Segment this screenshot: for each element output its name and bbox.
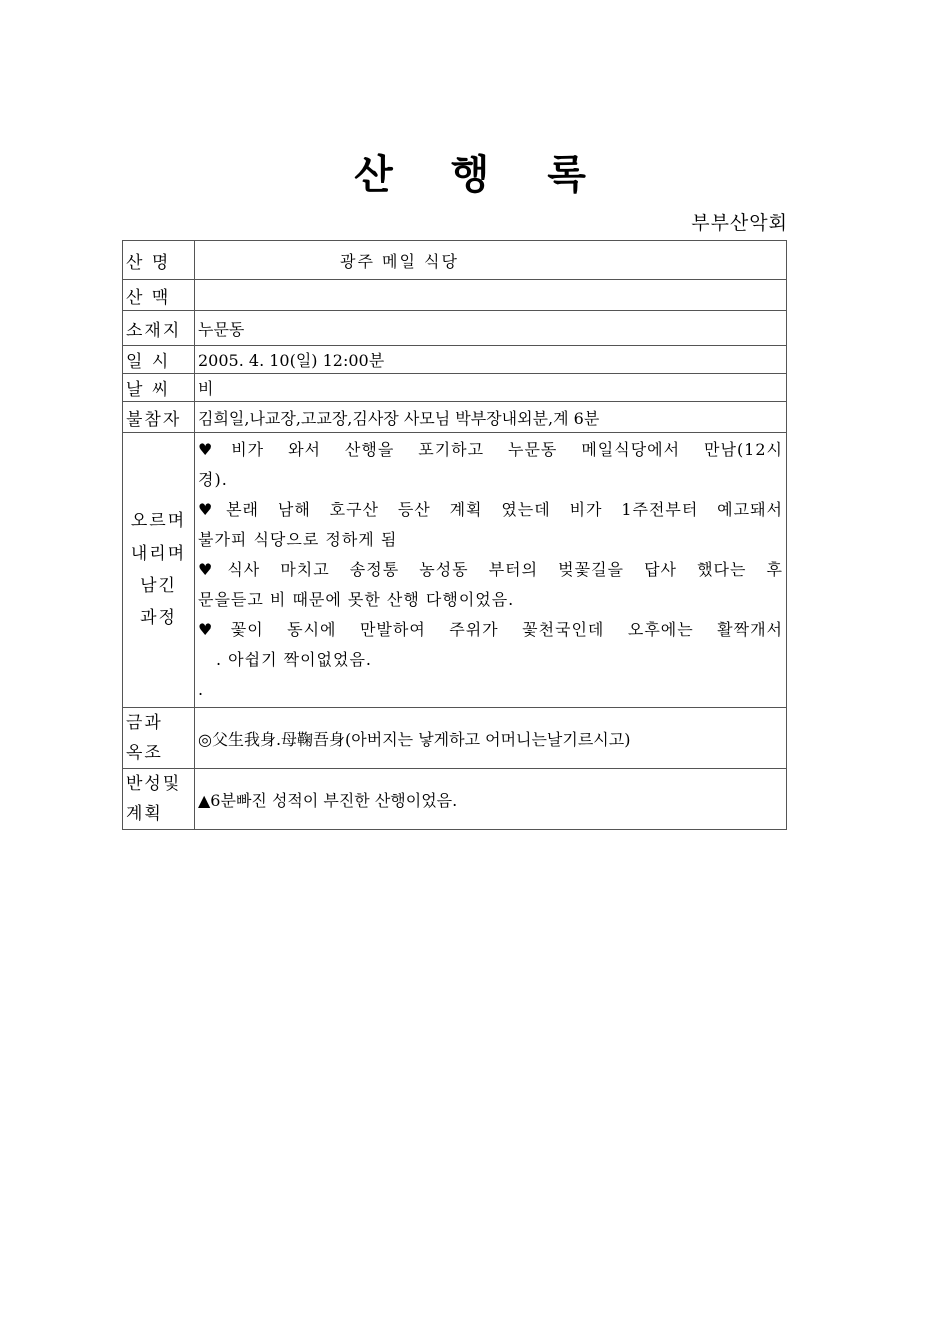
row-label-location: 소재지 bbox=[123, 311, 195, 346]
weather-value: 비 bbox=[195, 374, 787, 402]
hiking-log-table bbox=[122, 240, 787, 830]
plan-label-line: 반성및 bbox=[126, 774, 182, 794]
row-label-absentees: 불참자 bbox=[123, 402, 195, 433]
process-line: . 아쉽기 짝이없었음. bbox=[216, 650, 372, 669]
table-row bbox=[123, 708, 787, 769]
table-row bbox=[123, 346, 787, 374]
process-value bbox=[195, 433, 787, 708]
row-label-motto bbox=[123, 708, 195, 769]
motto-label-line: 금과 bbox=[126, 713, 163, 733]
table-row bbox=[123, 769, 787, 830]
process-label-line: 남긴 bbox=[140, 576, 177, 596]
date-value: 2005. 4. 10(일) 12:00분 bbox=[195, 346, 787, 374]
table-row bbox=[123, 402, 787, 433]
row-label-mountain-range: 산 맥 bbox=[123, 280, 195, 311]
process-line: ♥꽃이 동시에 만발하여 주위가 꽃천국인데 오후에는 활짝개서 bbox=[198, 620, 783, 639]
process-item bbox=[198, 555, 783, 615]
organization-name: 부부산악회 bbox=[691, 212, 788, 234]
mountain-range-value bbox=[195, 280, 787, 311]
table-row bbox=[123, 311, 787, 346]
table-row bbox=[123, 280, 787, 311]
row-label-plan bbox=[123, 769, 195, 830]
document-title: 산 행 록 bbox=[354, 151, 608, 198]
row-label-process bbox=[123, 433, 195, 708]
process-line: ♥비가 와서 산행을 포기하고 누문동 메일식당에서 만남(12시 bbox=[198, 440, 783, 459]
row-label-date: 일 시 bbox=[123, 346, 195, 374]
motto-label-line: 옥조 bbox=[126, 743, 163, 763]
process-trailing-dot: . bbox=[198, 680, 205, 699]
process-item bbox=[198, 615, 783, 675]
process-line: 문을듣고 비 때문에 못한 산행 다행이었음. bbox=[198, 590, 515, 609]
process-label-line: 과정 bbox=[140, 608, 177, 629]
table-row bbox=[123, 433, 787, 708]
process-line: 경). bbox=[198, 470, 228, 489]
row-label-mountain-name: 산 명 bbox=[123, 241, 195, 280]
table-row bbox=[123, 374, 787, 402]
location-value: 누문동 bbox=[195, 311, 787, 346]
plan-label-line: 계획 bbox=[126, 804, 163, 824]
process-line: 불가피 식당으로 정하게 됨 bbox=[198, 530, 398, 549]
mountain-name-value: 광주 메일 식당 bbox=[195, 241, 787, 280]
plan-value: ▲6분빠진 성적이 부진한 산행이었음. bbox=[195, 769, 787, 830]
process-line: ♥식사 마치고 송정통 농성동 부터의 벚꽃길을 답사 했다는 후 bbox=[198, 560, 783, 579]
process-label-line: 내리며 bbox=[130, 543, 187, 564]
process-label-line: 오르며 bbox=[130, 511, 187, 532]
absentees-value: 김희일,나교장,고교장,김사장 사모님 박부장내외분,계 6분 bbox=[195, 402, 787, 433]
process-item bbox=[198, 495, 783, 555]
process-item bbox=[198, 435, 783, 495]
motto-value: ◎父生我身.母鞠吾身(아버지는 낳게하고 어머니는날기르시고) bbox=[195, 708, 787, 769]
process-line: ♥본래 남해 호구산 등산 계획 였는데 비가 1주전부터 예고돼서 bbox=[198, 500, 783, 519]
row-label-weather: 날 씨 bbox=[123, 374, 195, 402]
table-row bbox=[123, 241, 787, 280]
